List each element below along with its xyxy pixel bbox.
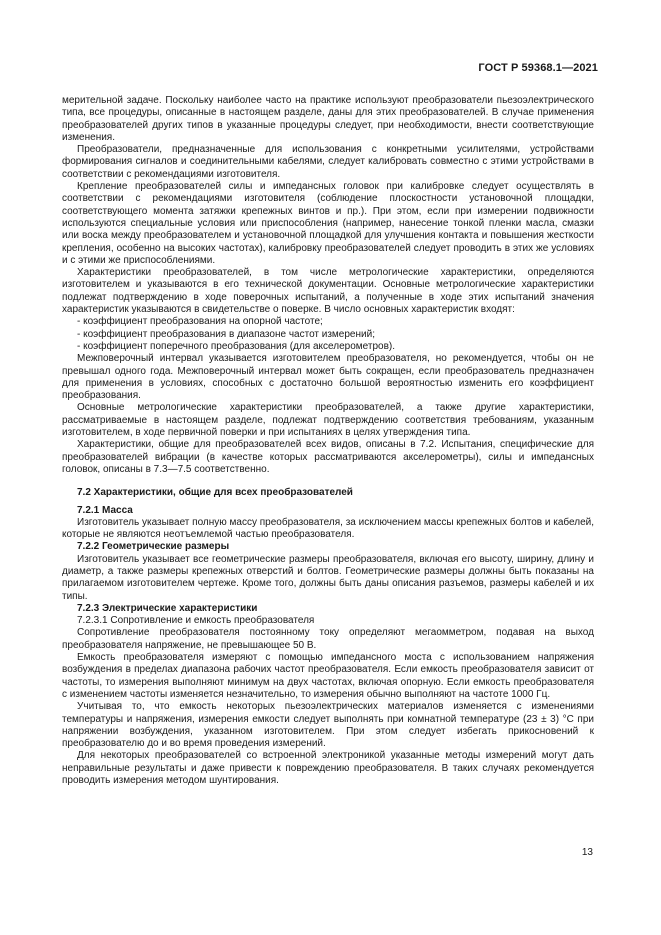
paragraph: Для некоторых преобразователей со встроенной электроникой указанные методы измерений могут дать неправильные результаты и даже привести к повреждению преобразователя. В таких случаях рекомендуется проводить измерения методом шунтирования. [62, 750, 594, 787]
paragraph: Изготовитель указывает полную массу преобразователя, за исключением массы крепежных болтов и кабелей, которые не являются неотъемлемой частью преобразователя. [62, 516, 594, 541]
page-number: 13 [581, 847, 593, 858]
subsection-heading-7-2-3: 7.2.3 Электрические характеристики [77, 602, 258, 614]
paragraph: Межповерочный интервал указывается изготовителем преобразователя, но рекомендуется, чтобы он не превышал одного года. Межповерочный интервал может быть сокращен, если преобразователь предназначен для применения в условиях, способных с достаточно большой вероятностью изменить его коэффициент преобразования. [62, 353, 594, 402]
subsection-heading-7-2-3-1: 7.2.3.1 Сопротивление и емкость преобразователя [77, 615, 315, 627]
paragraph: Емкость преобразователя измеряют с помощью импедансного моста с использованием напряжения возбуждения в пределах диапазона рабочих частот преобразователя. Если емкость преобразователя зависит от частоты, то измерения выполняют минимум на двух частотах, включая опорную. Если емкость преобразователя с изменением частоты изменяется незначительно, то измерения обычно выполняют на частоте 1000 Гц. [62, 652, 594, 700]
list-item: - коэффициент преобразования в диапазоне частот измерений; [77, 328, 375, 340]
list-item: - коэффициент преобразования на опорной частоте; [77, 316, 323, 328]
section-heading-7-2: 7.2 Характеристики, общие для всех преобразователей [77, 487, 353, 499]
subsection-heading-7-2-1: 7.2.1 Масса [77, 504, 133, 516]
paragraph: Сопротивление преобразователя постоянному току определяют мегаомметром, подавая на выход преобразователя напряжение, не превышающее 50 В. [62, 627, 594, 651]
document-header [478, 62, 598, 74]
paragraph: Изготовитель указывает все геометрические размеры преобразователя, включая его высоту, ширину, длину и диаметр, а также размеры крепежных отверстий и болтов. Геометрические размеры должны быть показаны на прилагаемом изготовителем чертеже. Кроме того, должны быть даны описания разъемов, размеры кабелей и их типы. [62, 553, 594, 602]
paragraph-continued: мерительной задаче. Поскольку наиболее часто на практике используют преобразователи пьезоэлектрического типа, все процедуры, описанные в настоящем разделе, даны для этих преобразователей. В случае применения преобразователей других типов в указанные процедуры следует, при необходимости, внести соответствующие изменения. [62, 95, 594, 143]
paragraph: Основные метрологические характеристики преобразователей, а также другие характеристики, рассматриваемые в настоящем разделе, подлежат подтверждению соответствия требованиям, указанным изготовителем, в ходе первичной поверки и при испытаниях в целях утверждения типа. [62, 402, 594, 439]
document-id: ГОСТ Р 59368.1—2021 [478, 62, 598, 74]
paragraph: Крепление преобразователей силы и импедансных головок при калибровке следует осуществлять в соответствии с рекомендациями изготовителя (соблюдение плоскостности установочной площадки, соответствующего момента затяжки крепежных винтов и пр.). При этом, если при измерении подвижности используются специальные условия или приспособления (например, нанесение тонкой пленки масла, смазки или воска между преобразователем и установочной площадкой для улучшения контакта и повышения жесткости крепления, особенно на высоких частотах), калибровку преобразователей следует проводить в этих же условиях и с этими же приспособлениями. [62, 181, 594, 266]
paragraph: Преобразователи, предназначенные для использования с конкретными усилителями, устройствами формирования сигналов и соединительными кабелями, следует калибровать совместно с этими устройствами в соответствии с рекомендациями изготовителя. [62, 144, 594, 180]
subsection-heading-7-2-2: 7.2.2 Геометрические размеры [77, 541, 230, 553]
paragraph: Характеристики преобразователей, в том числе метрологические характеристики, определяются изготовителем и указываются в его технической документации. Основные метрологические характеристики подлежат подтверждению в ходе поверочных испытаний, а полученные в ходе этих испытаний значения характеристик указываются в свидетельстве о поверке. В число основных характеристик входят: [62, 267, 594, 316]
paragraph: Учитывая то, что емкость некоторых пьезоэлектрических материалов изменяется с изменениями температуры и напряжения, измерения емкости следует выполнять при комнатной температуре (23 ± 3) °С при напряжении возбуждения, указанном изготовителем. При этом следует избегать прикосновений к преобразователю до и во время проведения измерений. [62, 701, 594, 750]
paragraph: Характеристики, общие для преобразователей всех видов, описаны в 7.2. Испытания, специфические для преобразователей вибрации (в качестве которых рассматриваются акселерометры), силы и импедансных головок, описаны в 7.3—7.5 соответственно. [62, 439, 594, 475]
page-body [62, 95, 594, 787]
list-item: - коэффициент поперечного преобразования (для акселерометров). [77, 340, 396, 352]
